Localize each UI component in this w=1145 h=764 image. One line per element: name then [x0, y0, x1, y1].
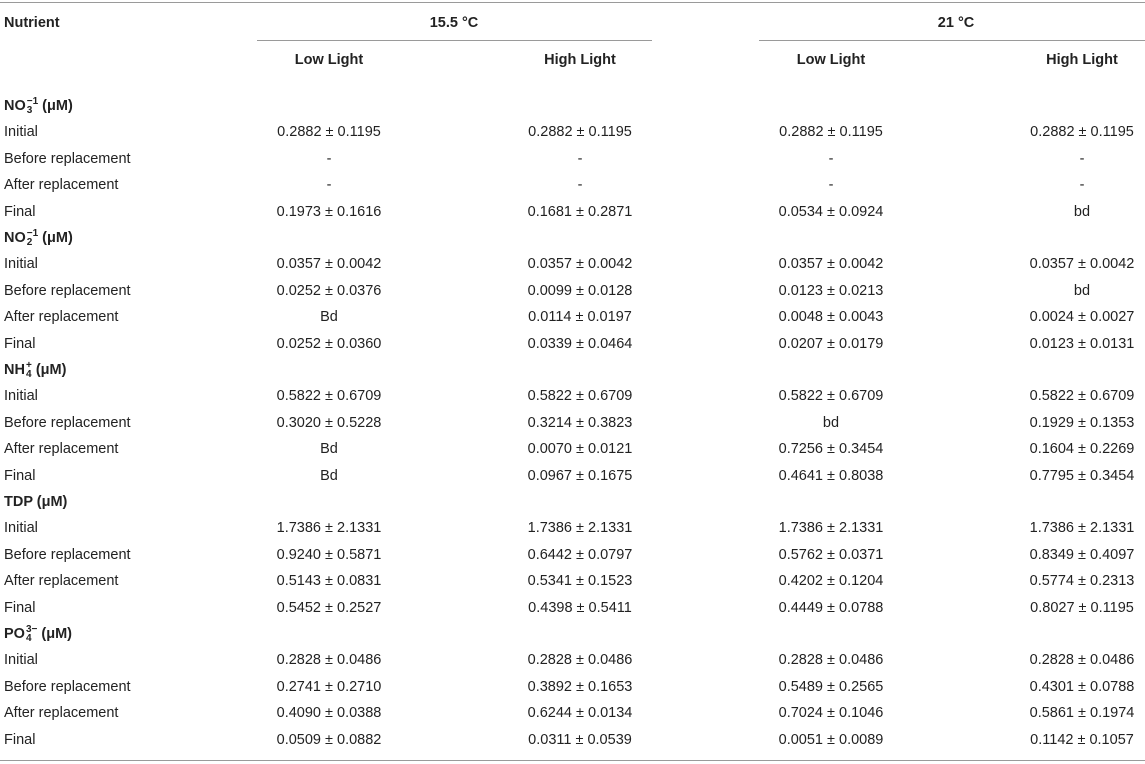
row-label-before: Before replacement — [4, 151, 131, 167]
table-cell: 0.0252 ± 0.0360 — [276, 336, 382, 352]
table-cell: 1.7386 ± 2.1331 — [276, 520, 382, 536]
table-cell: 0.2882 ± 0.1195 — [528, 124, 632, 140]
table-cell: 0.0357 ± 0.0042 — [276, 256, 382, 272]
table-cell: 1.7386 ± 2.1331 — [527, 520, 633, 536]
table-cell: bd — [822, 415, 840, 431]
table-cell: 0.0534 ± 0.0924 — [778, 204, 884, 220]
table-cell: Bd — [320, 468, 338, 484]
section-heading-scripts — [26, 625, 37, 643]
row-label-final: Final — [4, 336, 36, 352]
table-cell: 0.2882 ± 0.1195 — [277, 124, 381, 140]
section-heading-unit: (μM) — [31, 362, 67, 378]
row-label-final: Final — [4, 600, 36, 616]
section-heading-base: NH — [4, 362, 25, 378]
table-cell: 0.1604 ± 0.2269 — [1029, 441, 1135, 457]
table-cell: - — [326, 151, 332, 167]
table-cell: 0.0048 ± 0.0043 — [778, 309, 884, 325]
section-heading-scripts — [27, 229, 38, 247]
table-cell: 0.2828 ± 0.0486 — [276, 652, 382, 668]
section-heading-sub: 3 — [26, 105, 33, 117]
table-cell: 0.0024 ± 0.0027 — [1029, 309, 1135, 325]
table-cell: 0.0114 ± 0.0197 — [528, 309, 632, 325]
table-cell: 0.2882 ± 0.1195 — [779, 124, 883, 140]
section-heading-unit: (μM) — [38, 230, 73, 246]
row-label-after: After replacement — [4, 441, 119, 457]
row-label-initial: Initial — [4, 256, 38, 272]
table-cell: 0.5822 ± 0.6709 — [1029, 388, 1135, 404]
header-group-21: 21 °C — [937, 15, 975, 31]
row-label-final: Final — [4, 204, 36, 220]
header-low-light-1: Low Light — [294, 52, 364, 68]
row-label-after: After replacement — [4, 573, 119, 589]
table-cell: 0.0207 ± 0.0179 — [778, 336, 884, 352]
table-cell: 0.0123 ± 0.0213 — [778, 283, 884, 299]
section-heading-sub: 2 — [26, 237, 33, 249]
table-cell: 0.0099 ± 0.0128 — [527, 283, 633, 299]
table-cell: 0.4449 ± 0.0788 — [778, 600, 884, 616]
section-heading-scripts — [27, 97, 38, 115]
table-cell: 0.0357 ± 0.0042 — [778, 256, 884, 272]
table-cell: 0.5861 ± 0.1974 — [1029, 705, 1135, 721]
table-cell: 0.4641 ± 0.8038 — [778, 468, 884, 484]
table-cell: 0.4398 ± 0.5411 — [528, 600, 632, 616]
table-cell: 0.0051 ± 0.0089 — [778, 732, 884, 748]
table-cell: 0.4090 ± 0.0388 — [276, 705, 382, 721]
table-bottom-rule — [0, 760, 1145, 761]
section-heading-base: NO — [4, 230, 26, 246]
table-cell: 0.7256 ± 0.3454 — [778, 441, 884, 457]
table-cell: 0.5143 ± 0.0831 — [276, 573, 382, 589]
table-cell: - — [1079, 151, 1085, 167]
table-cell: 0.1973 ± 0.1616 — [276, 204, 382, 220]
table-cell: 0.8349 ± 0.4097 — [1029, 547, 1135, 563]
group-rule-21 — [759, 40, 1145, 41]
table-top-rule — [0, 2, 1145, 3]
table-cell: 0.5489 ± 0.2565 — [778, 679, 884, 695]
table-cell: 1.7386 ± 2.1331 — [1029, 520, 1135, 536]
row-label-initial: Initial — [4, 520, 38, 536]
header-group-15-5: 15.5 °C — [429, 15, 479, 31]
header-low-light-2: Low Light — [796, 52, 866, 68]
row-label-final: Final — [4, 468, 36, 484]
table-cell: 0.0123 ± 0.0131 — [1029, 336, 1135, 352]
section-heading-unit: (μM) — [38, 98, 73, 114]
table-cell: 1.7386 ± 2.1331 — [778, 520, 884, 536]
section-heading-sup: −1 — [26, 228, 39, 240]
row-label-initial: Initial — [4, 124, 38, 140]
row-label-final: Final — [4, 732, 36, 748]
row-label-initial: Initial — [4, 388, 38, 404]
table-cell: 0.0967 ± 0.1675 — [527, 468, 633, 484]
table-cell: - — [577, 177, 583, 193]
row-label-before: Before replacement — [4, 679, 131, 695]
section-heading — [4, 361, 66, 379]
row-label-before: Before replacement — [4, 415, 131, 431]
table-cell: 0.7024 ± 0.1046 — [778, 705, 884, 721]
table-cell: - — [828, 177, 834, 193]
row-label-after: After replacement — [4, 309, 119, 325]
table-cell: 0.2828 ± 0.0486 — [1029, 652, 1135, 668]
table-cell: bd — [1073, 204, 1091, 220]
table-cell: 0.7795 ± 0.3454 — [1029, 468, 1135, 484]
table-cell: 0.5452 ± 0.2527 — [276, 600, 382, 616]
header-nutrient: Nutrient — [4, 15, 60, 31]
table-cell: - — [828, 151, 834, 167]
table-cell: 0.9240 ± 0.5871 — [276, 547, 382, 563]
table-cell: 0.2828 ± 0.0486 — [778, 652, 884, 668]
table-cell: 0.0357 ± 0.0042 — [1029, 256, 1135, 272]
section-heading-sub: 4 — [25, 633, 32, 645]
section-heading-unit: (μM) — [37, 626, 72, 642]
row-label-after: After replacement — [4, 177, 119, 193]
table-cell: 0.2828 ± 0.0486 — [527, 652, 633, 668]
section-heading — [4, 97, 73, 115]
section-heading-unit: (μM) — [32, 494, 68, 510]
table-cell: 0.0509 ± 0.0882 — [276, 732, 382, 748]
table-cell: Bd — [320, 309, 338, 325]
table-cell: 0.3892 ± 0.1653 — [527, 679, 633, 695]
table-cell: 0.5762 ± 0.0371 — [778, 547, 884, 563]
table-cell: 0.8027 ± 0.1195 — [1030, 600, 1134, 616]
table-cell: 0.2882 ± 0.1195 — [1030, 124, 1134, 140]
table-cell: 0.6442 ± 0.0797 — [527, 547, 633, 563]
table-cell: 0.0070 ± 0.0121 — [527, 441, 633, 457]
table-cell: 0.5774 ± 0.2313 — [1029, 573, 1135, 589]
table-cell: 0.4202 ± 0.1204 — [778, 573, 884, 589]
section-heading-scripts — [26, 361, 32, 379]
row-label-before: Before replacement — [4, 547, 131, 563]
table-cell: 0.5822 ± 0.6709 — [778, 388, 884, 404]
header-high-light-1: High Light — [544, 52, 616, 68]
section-heading-sup: + — [25, 360, 32, 372]
row-label-initial: Initial — [4, 652, 38, 668]
table-cell: 0.0357 ± 0.0042 — [527, 256, 633, 272]
section-heading-sup: 3− — [25, 624, 38, 636]
table-cell: Bd — [320, 441, 338, 457]
table-cell: 0.1142 ± 0.1057 — [1030, 732, 1134, 748]
row-label-before: Before replacement — [4, 283, 131, 299]
table-cell: 0.5822 ± 0.6709 — [276, 388, 382, 404]
row-label-after: After replacement — [4, 705, 119, 721]
table-cell: 0.3020 ± 0.5228 — [276, 415, 382, 431]
table-cell: - — [1079, 177, 1085, 193]
table-cell: 0.0252 ± 0.0376 — [276, 283, 382, 299]
table-cell: 0.6244 ± 0.0134 — [527, 705, 633, 721]
section-heading-base: NO — [4, 98, 26, 114]
group-rule-15-5 — [257, 40, 652, 41]
table-cell: - — [577, 151, 583, 167]
table-cell: 0.4301 ± 0.0788 — [1029, 679, 1135, 695]
section-heading-base: TDP — [4, 494, 33, 510]
table-cell: 0.0311 ± 0.0539 — [528, 732, 632, 748]
table-cell: 0.3214 ± 0.3823 — [527, 415, 633, 431]
section-heading-sub: 4 — [25, 369, 32, 381]
section-heading — [4, 229, 73, 247]
section-heading — [4, 625, 72, 643]
header-high-light-2: High Light — [1046, 52, 1118, 68]
table-cell: 0.1929 ± 0.1353 — [1029, 415, 1135, 431]
section-heading-sup: −1 — [26, 96, 39, 108]
table-cell: bd — [1073, 283, 1091, 299]
table-cell: - — [326, 177, 332, 193]
table-cell: 0.2741 ± 0.2710 — [276, 679, 382, 695]
table-cell: 0.1681 ± 0.2871 — [527, 204, 633, 220]
table-cell: 0.5822 ± 0.6709 — [527, 388, 633, 404]
table-cell: 0.5341 ± 0.1523 — [527, 573, 633, 589]
section-heading-base: PO — [4, 626, 25, 642]
table-cell: 0.0339 ± 0.0464 — [527, 336, 633, 352]
section-heading — [4, 493, 67, 511]
